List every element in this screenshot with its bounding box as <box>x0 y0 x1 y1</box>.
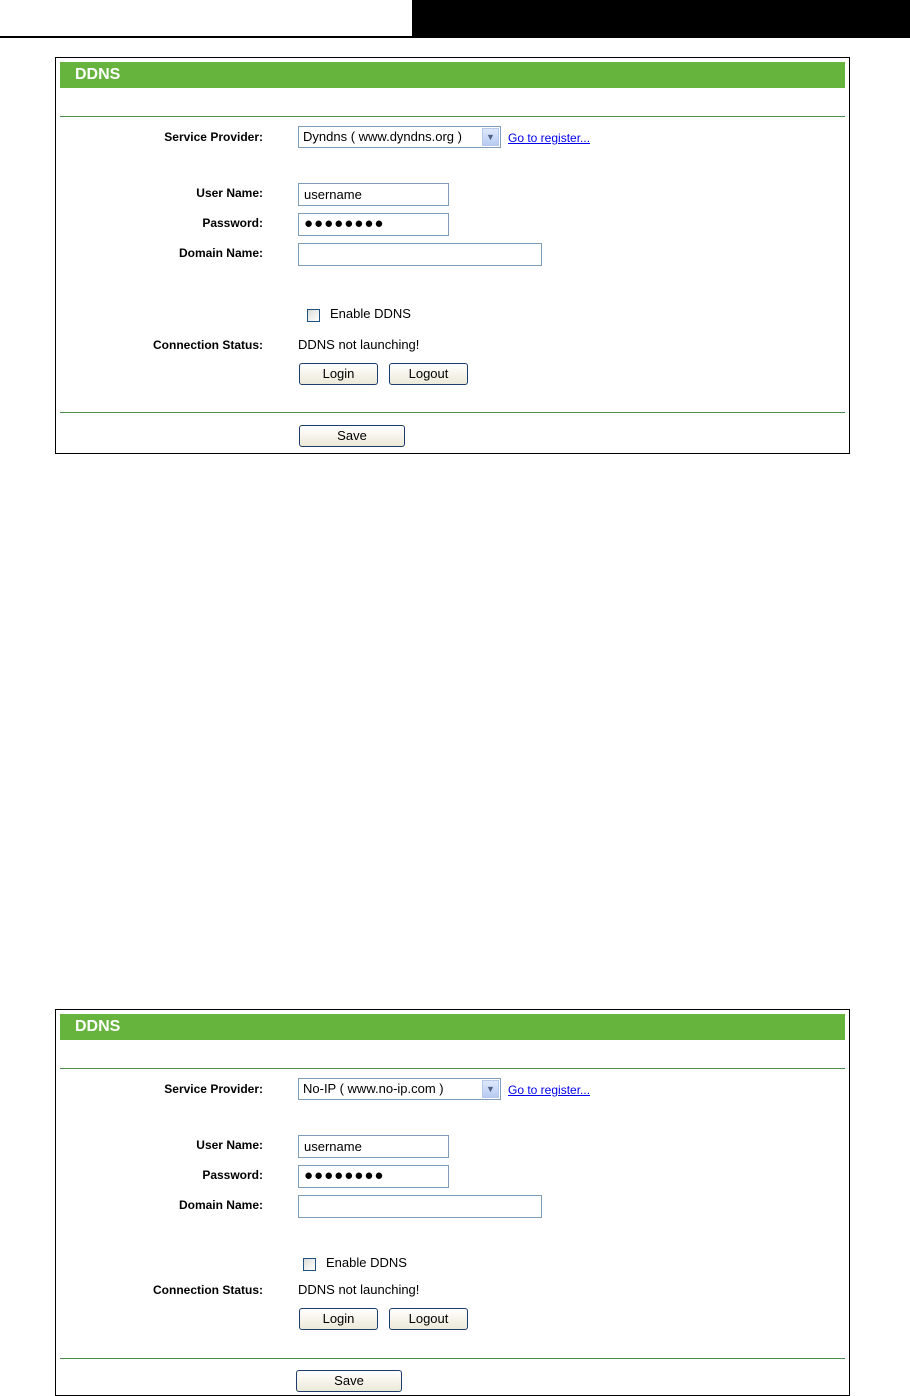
enable-ddns-label: Enable DDNS <box>330 306 411 321</box>
connection-status-value: DDNS not launching! <box>298 1282 420 1297</box>
panel-title: DDNS <box>60 62 845 88</box>
go-to-register-link[interactable]: Go to register... <box>508 131 591 145</box>
bottom-divider <box>60 412 845 413</box>
connection-status-value: DDNS not launching! <box>298 337 420 352</box>
logout-button[interactable]: Logout <box>389 1308 468 1330</box>
ddns-panel-noip <box>55 1009 850 1396</box>
user-name-label: User Name: <box>196 1138 263 1152</box>
top-divider <box>60 1068 845 1069</box>
login-button[interactable]: Login <box>299 1308 378 1330</box>
go-to-register-link[interactable]: Go to register... <box>508 1083 591 1097</box>
page-header-rule <box>0 36 412 38</box>
login-button[interactable]: Login <box>299 363 378 385</box>
domain-name-input[interactable] <box>298 1195 542 1218</box>
connection-status-label: Connection Status: <box>153 338 263 352</box>
user-name-label: User Name: <box>196 186 263 200</box>
page-header-bar <box>412 0 910 38</box>
domain-name-label: Domain Name: <box>178 246 263 260</box>
bottom-divider <box>60 1358 845 1359</box>
service-provider-label: Service Provider: <box>164 1082 263 1096</box>
logout-button[interactable]: Logout <box>389 363 468 385</box>
password-input[interactable]: ●●●●●●●● <box>298 1165 449 1188</box>
service-provider-select[interactable] <box>298 1078 501 1100</box>
domain-name-input[interactable] <box>298 243 542 266</box>
ddns-panel-dyndns <box>55 57 850 454</box>
top-divider <box>60 116 845 117</box>
service-provider-value: No-IP ( www.no-ip.com ) <box>303 1081 444 1096</box>
chevron-down-icon[interactable]: ▼ <box>482 128 499 146</box>
enable-ddns-label: Enable DDNS <box>326 1255 407 1270</box>
password-input[interactable]: ●●●●●●●● <box>298 213 449 236</box>
enable-ddns-checkbox[interactable] <box>303 1258 316 1271</box>
save-button[interactable]: Save <box>296 1370 402 1392</box>
connection-status-label: Connection Status: <box>153 1283 263 1297</box>
page-header-left <box>0 0 412 38</box>
service-provider-select[interactable] <box>298 126 501 148</box>
panel-title: DDNS <box>60 1014 845 1040</box>
user-name-input[interactable]: username <box>298 1135 449 1158</box>
password-label: Password: <box>202 216 263 230</box>
password-label: Password: <box>202 1168 263 1182</box>
chevron-down-icon[interactable]: ▼ <box>482 1080 499 1098</box>
service-provider-value: Dyndns ( www.dyndns.org ) <box>303 129 462 144</box>
enable-ddns-checkbox[interactable] <box>307 309 320 322</box>
service-provider-label: Service Provider: <box>164 130 263 144</box>
save-button[interactable]: Save <box>299 425 405 447</box>
user-name-input[interactable]: username <box>298 183 449 206</box>
domain-name-label: Domain Name: <box>178 1198 263 1212</box>
